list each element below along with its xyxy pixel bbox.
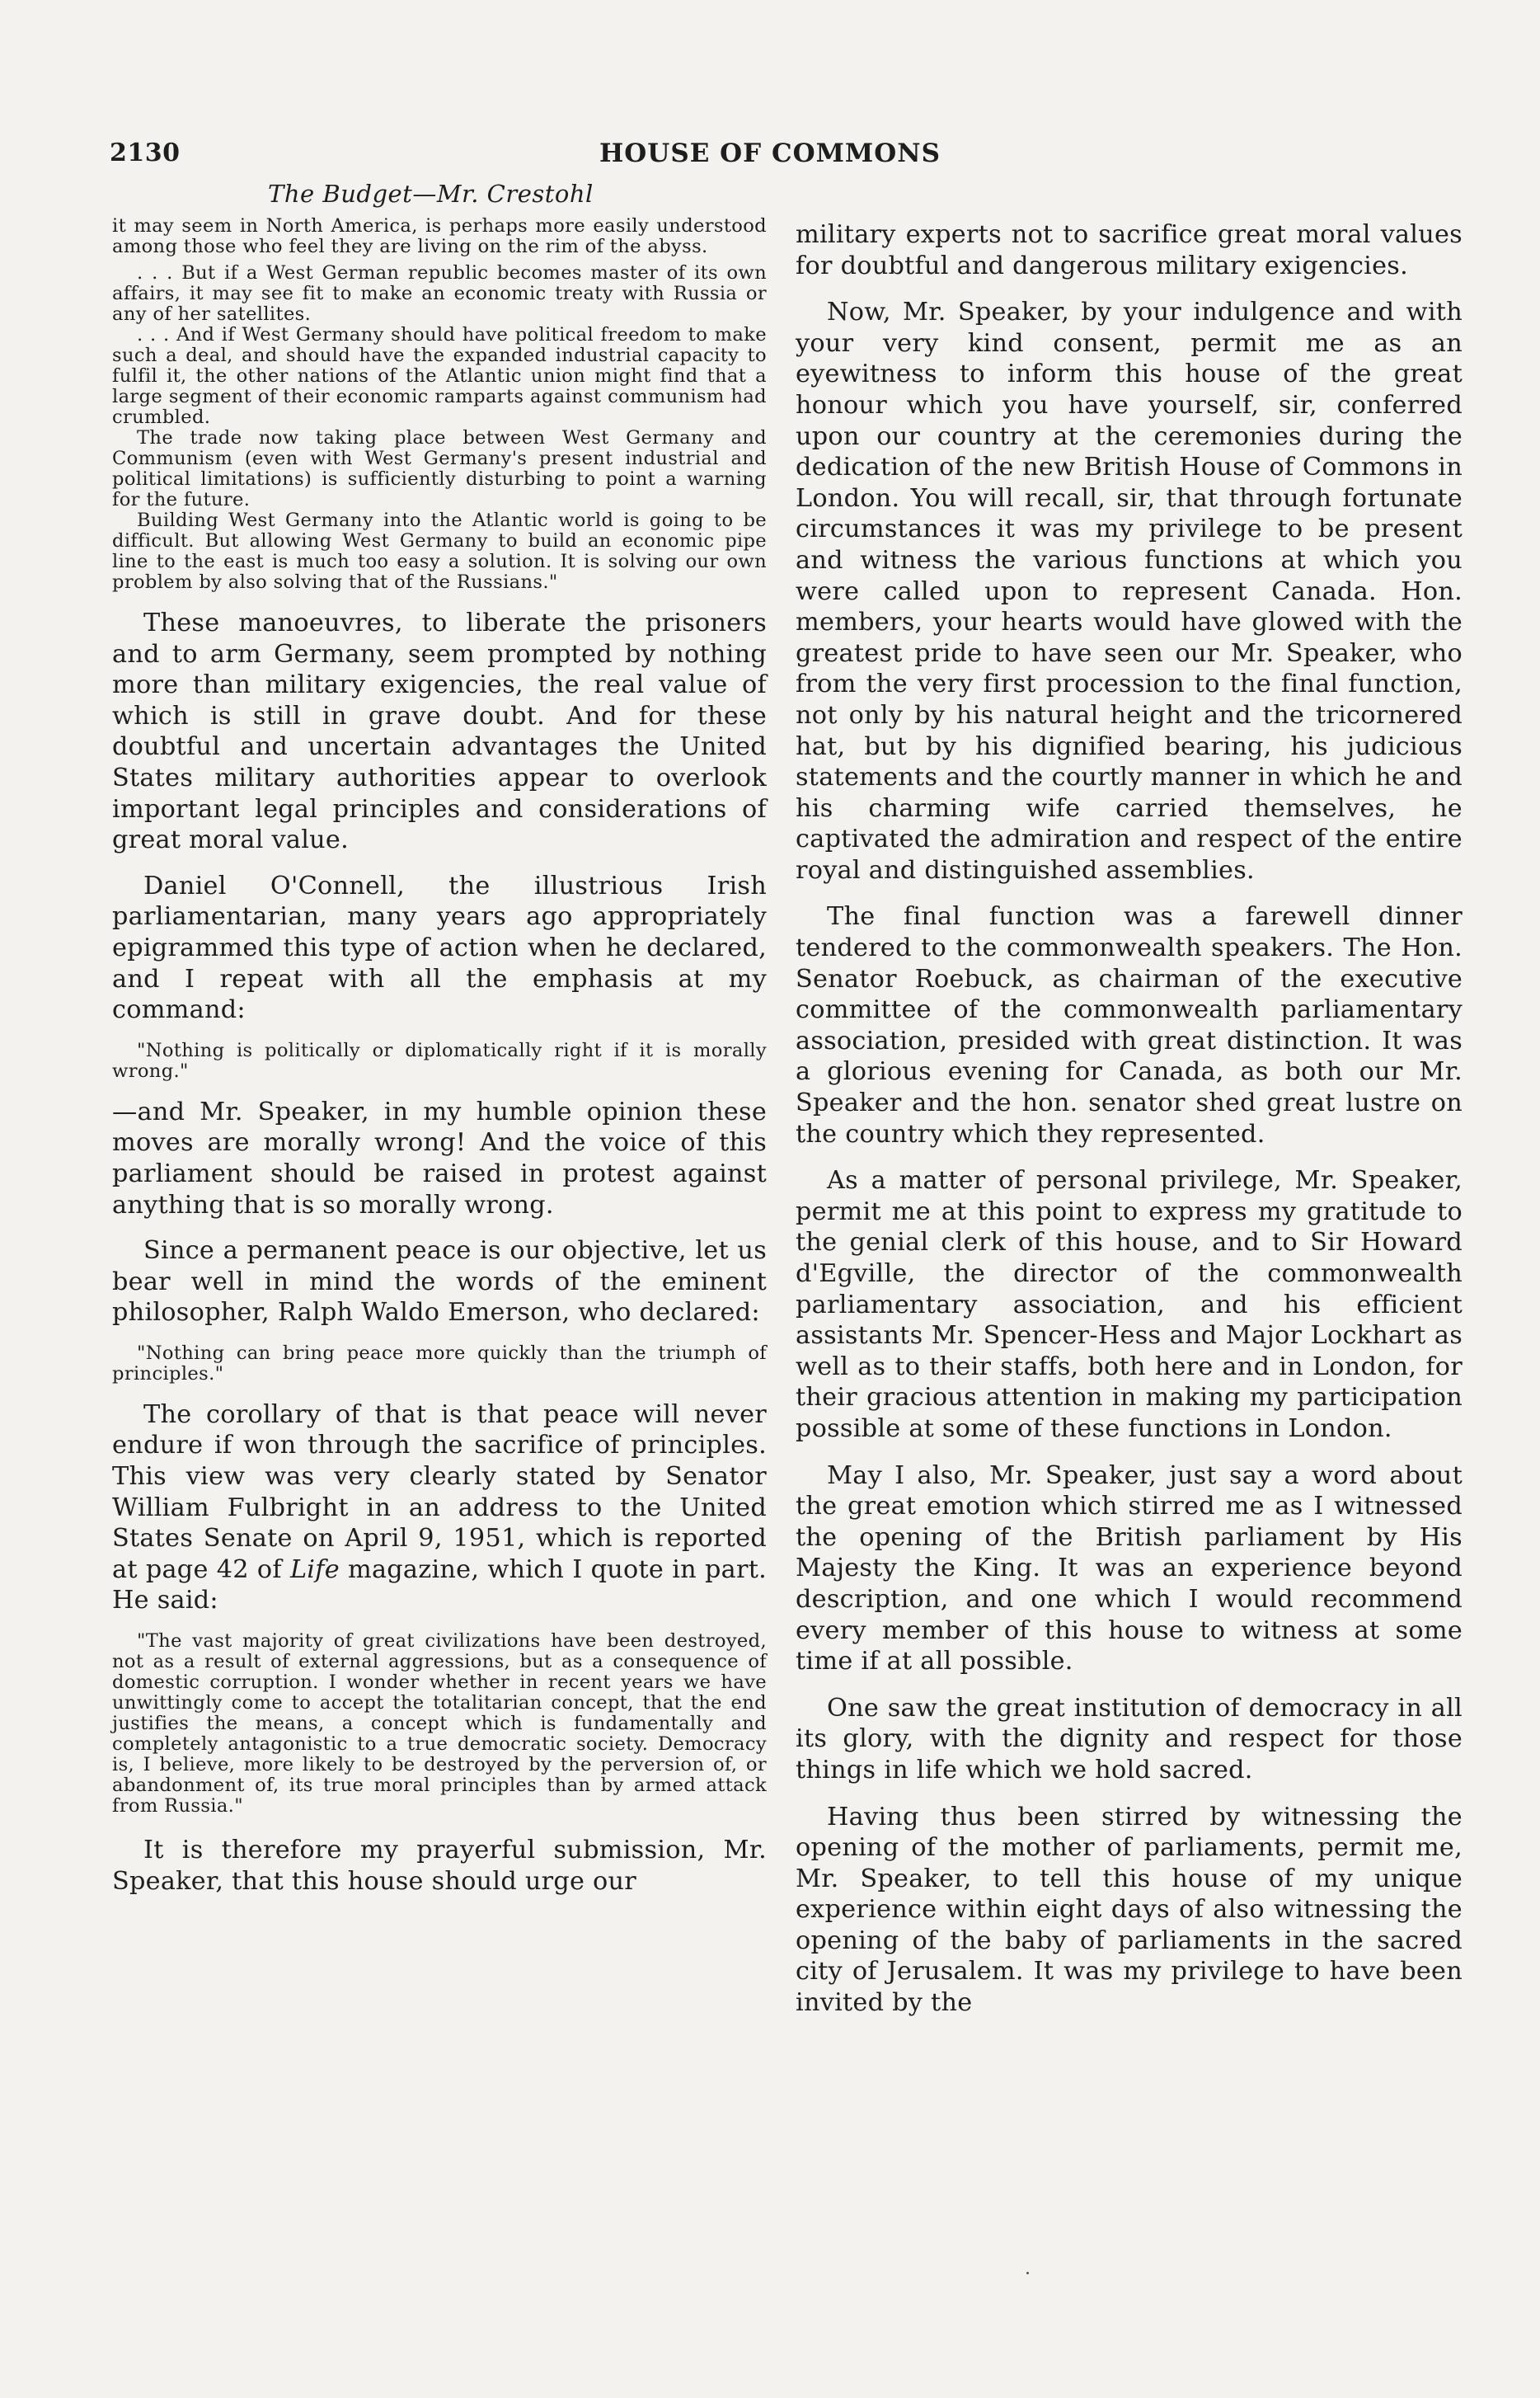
body-paragraph: It is therefore my prayerful submission, Mr. Speaker, that this house should urge our [112, 1836, 767, 1896]
body-paragraph: As a matter of personal privilege, Mr. Speaker, permit me at this point to express my gratitude to the genial clerk of this house, and to Sir Howard d'Egville, the director of the commonwealth parliamentary association, and his efficient assistants Mr. Spencer-Hess and Major Lockhart as well as to their staffs, both here and in London, for their gracious attention in making my participation possible at some of these functions in London. [796, 1166, 1463, 1443]
quote-paragraph: it may seem in North America, is perhaps more easily understood among those who feel they are living on the rim of the abyss. [112, 215, 767, 257]
magazine-title: Life [289, 1554, 340, 1584]
page-number: 2130 [110, 139, 181, 167]
quote-paragraph: The trade now taking place between West Germany and Communism (even with West Germany's present industrial and political limitations) is sufficiently disturbing to point a warning for the future. [112, 427, 767, 510]
body-paragraph: Now, Mr. Speaker, by your indulgence and with your very kind consent, permit me as an eyewitness to inform this house of the great honour which you have yourself, sir, conferred upon our country at the ceremonies during the dedication of the new British House of Commons in London. You will recall, sir, that through fortunate circumstances it was my privilege to be present and witness the various functions at which you were called upon to represent Canada. Hon. members, your hearts would have glowed with the greatest pride to have seen our Mr. Speaker, who from the very first procession to the final function, not only by his natural height and the tricornered hat, but by his dignified bearing, his judicious statements and the courtly manner in which he and his charming wife carried themselves, he captivated the admiration and respect of the entire royal and distinguished assemblies. [796, 298, 1463, 885]
quote-paragraph: . . . And if West Germany should have political freedom to make such a deal, and should have the expanded industrial capacity to fulfil it, the other nations of the Atlantic union might find that a large segment of their economic ramparts against communism had crumbled. [112, 324, 767, 428]
body-text: magazine, which I quote in part. He said: [112, 1554, 768, 1615]
body-paragraph: One saw the great institution of democracy in all its glory, with the dignity and respect for those things in life which we hold sacred. [796, 1693, 1463, 1784]
speck [1026, 2272, 1029, 2274]
quote-paragraph: "The vast majority of great civilizations have been destroyed, not as a result of external aggressions, but as a consequence of domestic corruption. I wonder whether in recent years we have unwittingly come to accept the totalitarian concept, that the end justifies the means, a concept which is fundamentally and completely antagonistic to a true democratic society. Democracy is, I believe, more likely to be destroyed by the perversion of, or abandonment of, its true moral principles than by armed attack from Russia." [112, 1630, 767, 1817]
quote-paragraph: "Nothing can bring peace more quickly than the triumph of principles." [112, 1342, 767, 1385]
left-column [112, 216, 767, 1897]
body-paragraph: The final function was a farewell dinner tendered to the commonwealth speakers. The Hon. Senator Roebuck, as chairman of the executive committee of the commonwealth parliamentary association, presided with great distinction. It was a glorious evening for Canada, as both our Mr. Speaker and the hon. senator shed great lustre on the country which they represented. [796, 902, 1463, 1149]
quote-paragraph: . . . But if a West German republic becomes master of its own affairs, it may see fit to make an economic treaty with Russia or any of her satellites. [112, 262, 767, 325]
page-title: HOUSE OF COMMONS [599, 139, 941, 168]
quote-paragraph: "Nothing is politically or diplomatically right if it is morally wrong." [112, 1039, 767, 1082]
body-paragraph: Daniel O'Connell, the illustrious Irish parliamentarian, many years ago appropriately epigrammed this type of action when he declared, and I repeat with all the emphasis at my command: [112, 871, 767, 1025]
body-paragraph: These manoeuvres, to liberate the prisoners and to arm Germany, seem prompted by nothing more than military exigencies, the real value of which is still in grave doubt. And for these doubtful and uncertain advantages the United States military authorities appear to overlook important legal principles and considerations of great moral value. [112, 609, 767, 855]
body-paragraph: Since a permanent peace is our objective, let us bear well in mind the words of the eminent philosopher, Ralph Waldo Emerson, who declared: [112, 1236, 767, 1328]
body-paragraph [112, 1399, 767, 1616]
running-head: The Budget—Mr. Crestohl [268, 180, 594, 208]
quote-paragraph: Building West Germany into the Atlantic world is going to be difficult. But allowing West Germany to build an economic pipe line to the east is much too easy a solution. It is solving our own problem by also solving that of the Russians." [112, 510, 767, 593]
right-column [796, 219, 1463, 2019]
body-paragraph: May I also, Mr. Speaker, just say a word about the great emotion which stirred me as I witnessed the opening of the British parliament by His Majesty the King. It was an experience beyond description, and one which I would recommend every member of this house to witness at some time if at all possible. [796, 1460, 1463, 1676]
body-paragraph: Having thus been stirred by witnessing the opening of the mother of parliaments, permit me, Mr. Speaker, to tell this house of my unique experience within eight days of also witnessing the opening of the baby of parliaments in the sacred city of Jerusalem. It was my privilege to have been invited by the [796, 1802, 1463, 2018]
body-paragraph: military experts not to sacrifice great moral values for doubtful and dangerous military exigencies. [796, 220, 1463, 280]
body-text: The corollary of that is that peace will never endure if won through the sacrifice of principles. This view was very clearly stated by Senator William Fulbright in an address to the United States Senate on April 9, 1951, which is reported at page 42 of [112, 1399, 767, 1584]
body-paragraph: —and Mr. Speaker, in my humble opinion these moves are morally wrong! And the voice of this parliament should be raised in protest against anything that is so morally wrong. [112, 1097, 767, 1220]
